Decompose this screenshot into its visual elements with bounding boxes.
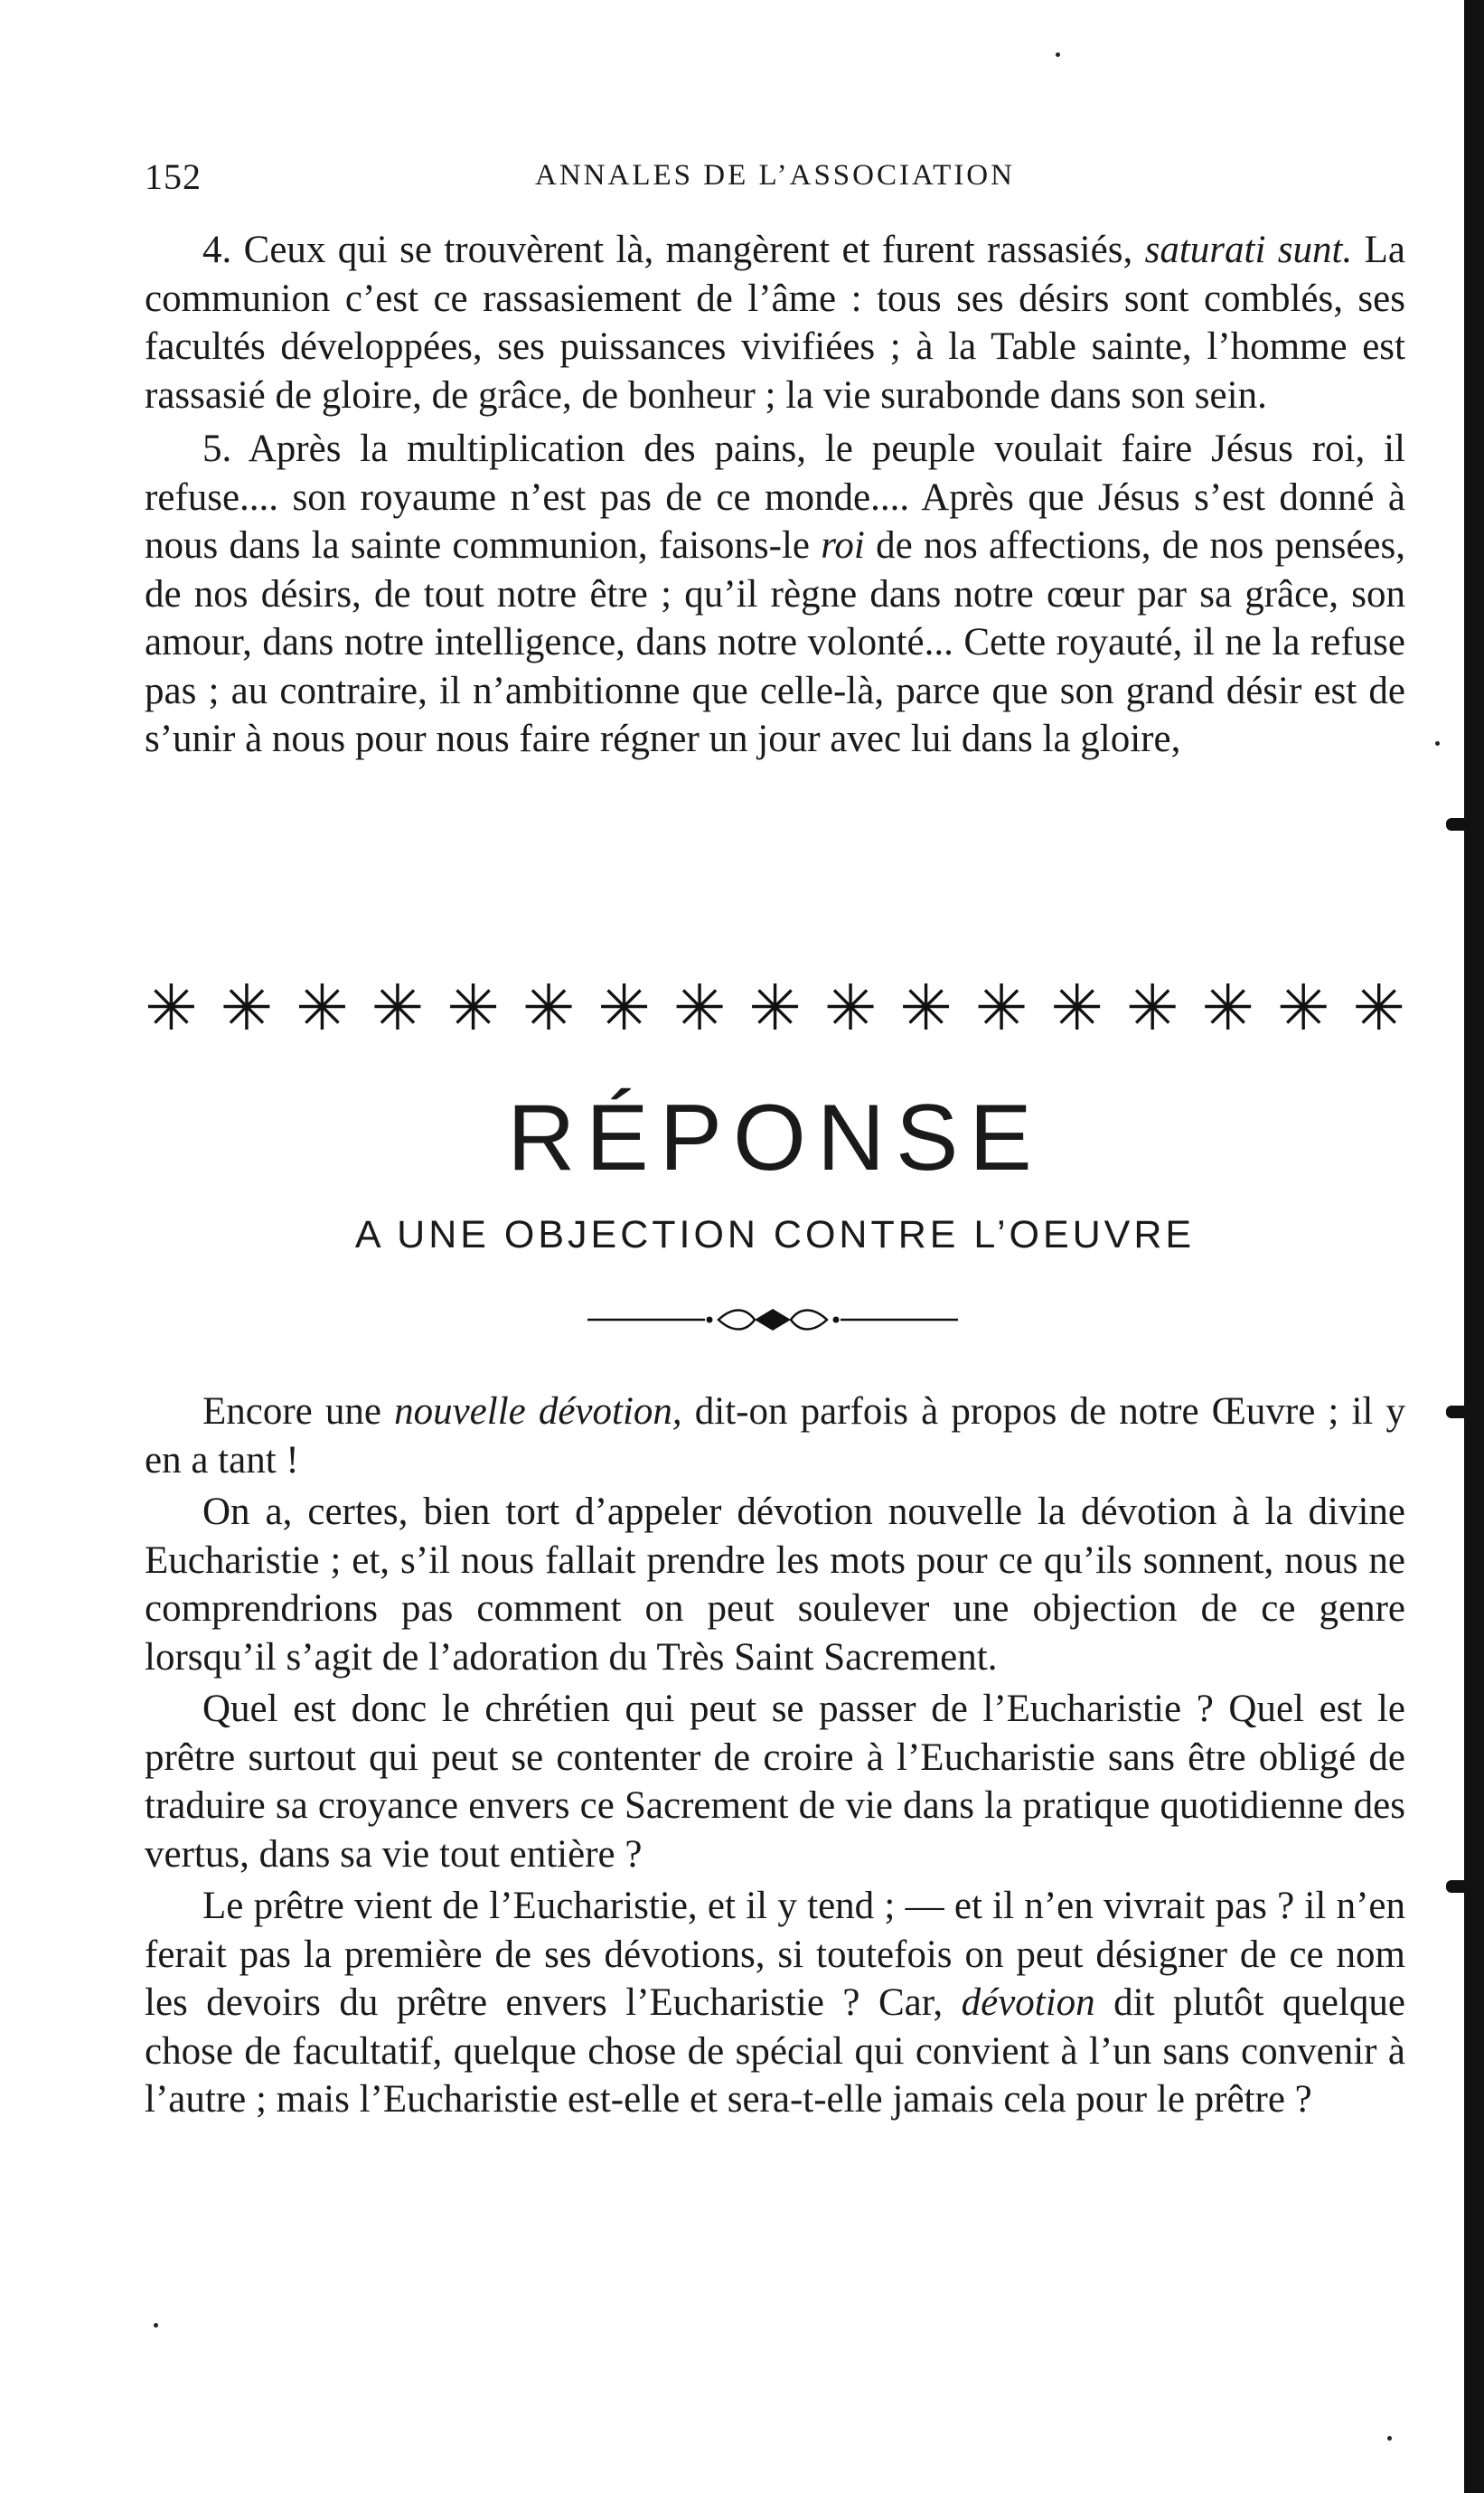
- page-number: 152: [145, 156, 202, 197]
- edge-mark: [1446, 818, 1473, 831]
- page-header: [145, 155, 1405, 201]
- article-title: RÉPONSE: [507, 1086, 1043, 1190]
- paragraph-5: 5. Après la multiplication des pains, le peuple voulait faire Jésus roi, il refuse.... son royaume n’est pas de ce monde.... Après que Jésus s’est donné à nous dans la sainte communion, faisons-le roi de nos affections, de nos pensées, de nos désirs, de tout notre être ; qu’il règne dans notre cœur par sa grâce, son amour, dans notre intelligence, dans notre volonté... Cette royauté, il ne la refuse pas ; au contraire, il n’ambitionne que celle-là, parce que son grand désir est de s’unir à nous pour nous faire régner un jour avec lui dans la gloire,: [145, 428, 1405, 760]
- ornament-star-icon: ✳: [974, 971, 1028, 1045]
- ornament-star-icon: ✳: [597, 971, 651, 1045]
- article-paragraph-3: Quel est donc le chrétien qui peut se passer de l’Eucharistie ? Quel est le prêtre surtout qui peut se contenter de croire à l’Eucharistie sans être obligé de traduire sa croyance envers ce Sacrement de vie dans la pratique quotidienne des vertus, dans sa vie tout entière ?: [145, 1688, 1405, 1876]
- ornament-star-icon: ✳: [748, 971, 802, 1045]
- divider-scroll-left: [719, 1311, 755, 1330]
- article-paragraph-2: On a, certes, bien tort d’appeler dévotion nouvelle la dévotion à la divine Eucharistie ; et, s’il nous fallait prendre les mots pour ce qu’ils sonnent, nous ne comprendrions pas comment on peut soulever une objection de ce genre lorsqu’il s’agit de l’adoration du Très Saint Sacrement.: [145, 1491, 1405, 1679]
- article-paragraph-4: Le prêtre vient de l’Eucharistie, et il y tend ; — et il n’en vivrait pas ? il n’en ferait pas la première de ses dévotions, si toutefois on peut désigner de ce nom les devoirs du prêtre envers l’Eucharistie ? Car, dévotion dit plutôt quelque chose de facultatif, quelque chose de spécial qui convient à l’un sans convenir à l’autre ; mais l’Eucharistie est-elle et sera-t-elle jamais cela pour le prêtre ?: [145, 1885, 1405, 2121]
- article-subtitle: A UNE OBJECTION CONTRE L’OEUVRE: [354, 1213, 1196, 1256]
- ornament-star-icon: ✳: [1201, 971, 1254, 1045]
- page-edge-shadow: [1464, 0, 1484, 2493]
- ornament-star-icon: ✳: [823, 971, 878, 1045]
- running-head: ANNALES DE L’ASSOCIATION: [535, 159, 1015, 192]
- ornament-star-icon: ✳: [296, 971, 349, 1045]
- ornament-star-icon: ✳: [521, 971, 576, 1045]
- ornament-star-icon: ✳: [899, 971, 953, 1045]
- article-paragraph-1: Encore une nouvelle dévotion, dit-on parfois à propos de notre Œuvre ; il y en a tant !: [145, 1390, 1405, 1482]
- flourish-divider: [587, 1302, 958, 1338]
- speck: [1435, 741, 1440, 746]
- divider-dot-left: [707, 1317, 713, 1323]
- ornament-star-icon: ✳: [220, 971, 274, 1045]
- divider-center-mark: [755, 1309, 791, 1331]
- speck: [154, 2323, 158, 2328]
- section-continuation: [145, 226, 1405, 764]
- edge-mark: [1446, 1406, 1473, 1418]
- ornament-star-icon: ✳: [1050, 971, 1104, 1045]
- ornament-star-icon: ✳: [1352, 971, 1405, 1045]
- article-body: [145, 1388, 1405, 2124]
- paragraph-4: 4. Ceux qui se trouvèrent là, mangèrent et furent rassasiés, saturati sunt. La communion c’est ce rassasiement de l’âme : tous ses désirs sont comblés, ses facultés développées, ses puissances vivifiées ; à la Table sainte, l’homme est rassasié de gloire, de grâce, de bonheur ; la vie surabonde dans son sein.: [145, 229, 1405, 417]
- ornament-star-icon: ✳: [371, 971, 425, 1045]
- ornament-star-icon: ✳: [672, 971, 727, 1045]
- divider-dot-right: [833, 1317, 840, 1323]
- speck: [1387, 2436, 1392, 2441]
- ornament-star-icon: ✳: [145, 971, 198, 1045]
- edge-mark: [1446, 1880, 1473, 1893]
- ornament-band: [145, 972, 1405, 1044]
- ornament-star-icon: ✳: [446, 971, 500, 1045]
- ornament-star-icon: ✳: [1125, 971, 1179, 1045]
- speck: [1056, 52, 1060, 57]
- ornament-star-icon: ✳: [1276, 971, 1330, 1045]
- divider-scroll-right: [791, 1311, 827, 1330]
